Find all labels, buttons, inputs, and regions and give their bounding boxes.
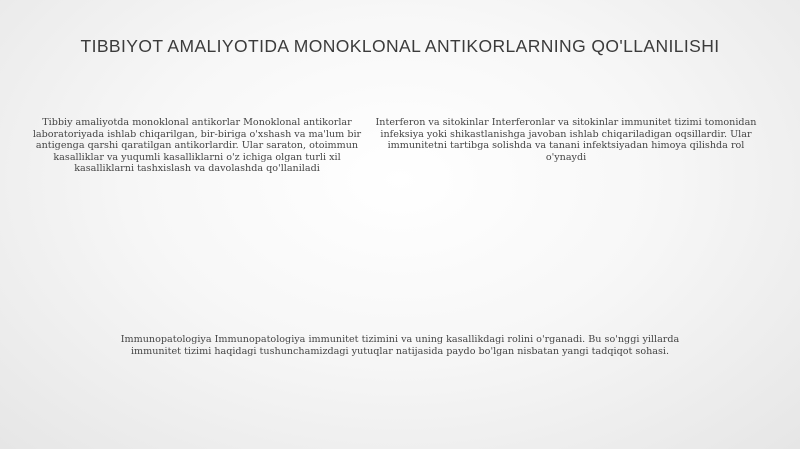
text-block-interferons-cytokines: Interferon va sitokinlar Interferonlar va sitokinlar immunitet tizimi tomonidan infeksiya yoki shikastlanishga javoban ishlab chiqariladigan oqsillardir. Ular immunitetni tartibga solishda va tanani infektsiyadan himoya qilishda rol o'ynaydi — [375, 117, 757, 163]
slide-title: TIBBIYOT AMALIYOTIDA MONOKLONAL ANTIKORLARNING QO'LLANILISHI — [80, 36, 720, 56]
text-block-monoclonal-antibodies: Tibbiy amaliyotda monoklonal antikorlar Monoklonal antikorlar laboratoriyada ishlab chiqarilgan, bir-biriga o'xshash va ma'lum bir antigenga qarshi qaratilgan antikorlardir. Ular saraton, otoimmun kasalliklar va yuqumli kasalliklarni o'z ichiga olgan turli xil kasalliklarni tashxislash va davolashda qo'llaniladi — [32, 117, 362, 175]
text-block-immunopathology: Immunopatologiya Immunopatologiya immunitet tizimini va uning kasallikdagi rolini o'rganadi. Bu so'nggi yillarda immunitet tizimi haqidagi tushunchamizdagi yutuqlar natijasida paydo bo'lgan nisbatan yangi tadqiqot sohasi. — [120, 334, 680, 357]
